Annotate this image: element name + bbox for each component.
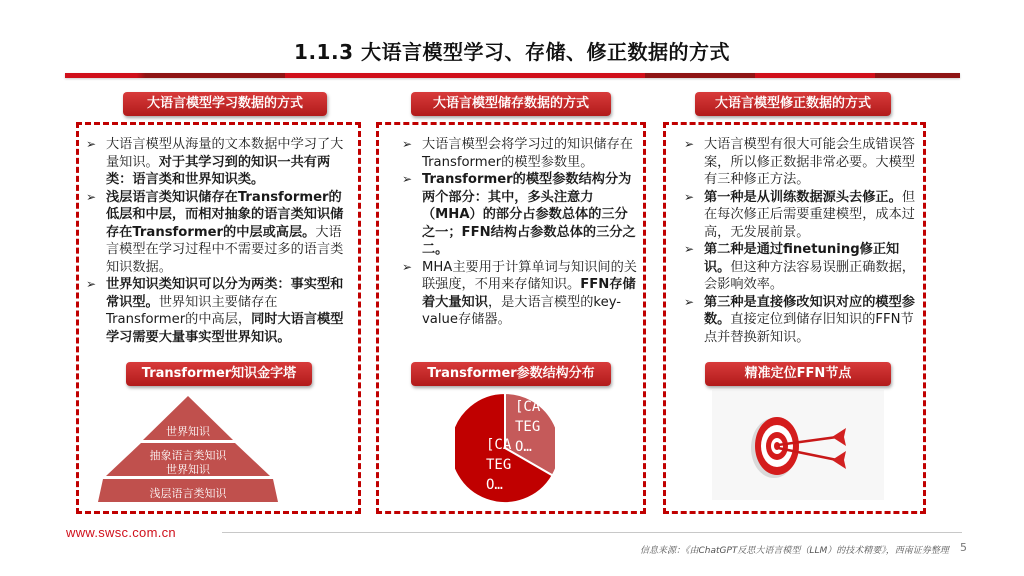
parameter-pie-chart xyxy=(455,393,555,503)
bullet: ➢ 第三种是直接修改知识对应的模型参数。直接定位到储存旧知识的FFN节点并替换新知识。 xyxy=(684,294,915,345)
arrow-bullet-icon: ➢ xyxy=(86,277,97,291)
pie-label-mha: [CA TEG O… xyxy=(515,399,541,455)
pie-label-ffn: [CA TEG O… xyxy=(486,437,512,493)
arrow-bullet-icon: ➢ xyxy=(402,172,413,186)
knowledge-pyramid xyxy=(98,396,278,502)
pyramid-header: Transformer知识金字塔 xyxy=(126,362,312,386)
arrow-bullet-icon: ➢ xyxy=(684,242,695,256)
arrow-bullet-icon: ➢ xyxy=(86,189,97,204)
bullet: ➢ MHA主要用于计算单词与知识间的关联强度，不用来存储知识。FFN存储着大量知识，是大语言模型的key-value存储器。 xyxy=(402,259,637,327)
footer-divider xyxy=(222,532,962,533)
pyramid-level-bottom: 浅层语言类知识 xyxy=(149,487,227,500)
bullet: ➢ Transformer的模型参数结构分为两个部分：其中，多头注意力（MHA）的部分占参数总体的三分之一；FFN结构占参数总体的三分之二。 xyxy=(402,172,636,257)
title-rule xyxy=(65,73,960,78)
correction-bullets xyxy=(684,136,920,346)
website-link[interactable]: www.swsc.com.cn xyxy=(66,525,176,540)
bullet: ➢ 大语言模型从海量的文本数据中学习了大量知识。对于其学习到的知识一共有两类：语言类和世界知识类。 xyxy=(86,137,344,187)
source-note: 信息来源：《由ChatGPT反思大语言模型（LLM）的技术精要》，西南证券整理 xyxy=(640,546,949,556)
learning-bullets xyxy=(86,136,354,346)
bullet: ➢ 浅层语言类知识储存在Transformer的低层和中层，而相对抽象的语言类知识储存在Transformer的中层或高层。大语言模型在学习过程中不需要过多的语言类知识数据。 xyxy=(86,189,344,275)
target-header: 精准定位FFN节点 xyxy=(705,362,891,386)
pyramid-level-middle-2: 世界知识 xyxy=(166,463,210,476)
pie-header: Transformer参数结构分布 xyxy=(411,362,611,386)
bullet: ➢ 第一种是从训练数据源头去修正。但在每次修正后需要重建模型，成本过高，无发展前景。 xyxy=(684,189,915,240)
arrow-bullet-icon: ➢ xyxy=(402,259,413,274)
target-with-arrows-icon xyxy=(712,390,884,500)
page-title: 1.1.3 大语言模型学习、存储、修正数据的方式 xyxy=(294,40,730,64)
page-number: 5 xyxy=(960,541,967,554)
bullet: ➢ 世界知识类知识可以分为两类：事实型和常识型。世界知识主要储存在Transformer的中高层，同时大语言模型学习需要大量事实型世界知识。 xyxy=(86,277,344,345)
storage-bullets xyxy=(402,136,638,329)
bullet: ➢ 第二种是通过finetuning修正知识。但这种方法容易误删正确数据，会影响效率。 xyxy=(684,242,915,292)
pyramid-level-top: 世界知识 xyxy=(166,425,210,438)
storage-header: 大语言模型储存数据的方式 xyxy=(411,92,611,116)
arrow-bullet-icon: ➢ xyxy=(684,189,695,204)
pyramid-level-middle: 抽象语言类知识 xyxy=(149,449,227,462)
target-illustration xyxy=(712,390,884,500)
bullet: ➢ 大语言模型有很大可能会生成错误答案，所以修正数据非常必要。大模型有三种修正方法。 xyxy=(684,137,915,187)
arrow-bullet-icon: ➢ xyxy=(684,137,695,151)
arrow-bullet-icon: ➢ xyxy=(684,294,695,309)
learning-header: 大语言模型学习数据的方式 xyxy=(123,92,327,116)
arrow-bullet-icon: ➢ xyxy=(402,137,413,151)
correction-header: 大语言模型修正数据的方式 xyxy=(695,92,891,116)
arrow-bullet-icon: ➢ xyxy=(86,137,97,151)
bullet: ➢ 大语言模型会将学习过的知识储存在Transformer的模型参数里。 xyxy=(402,137,633,170)
